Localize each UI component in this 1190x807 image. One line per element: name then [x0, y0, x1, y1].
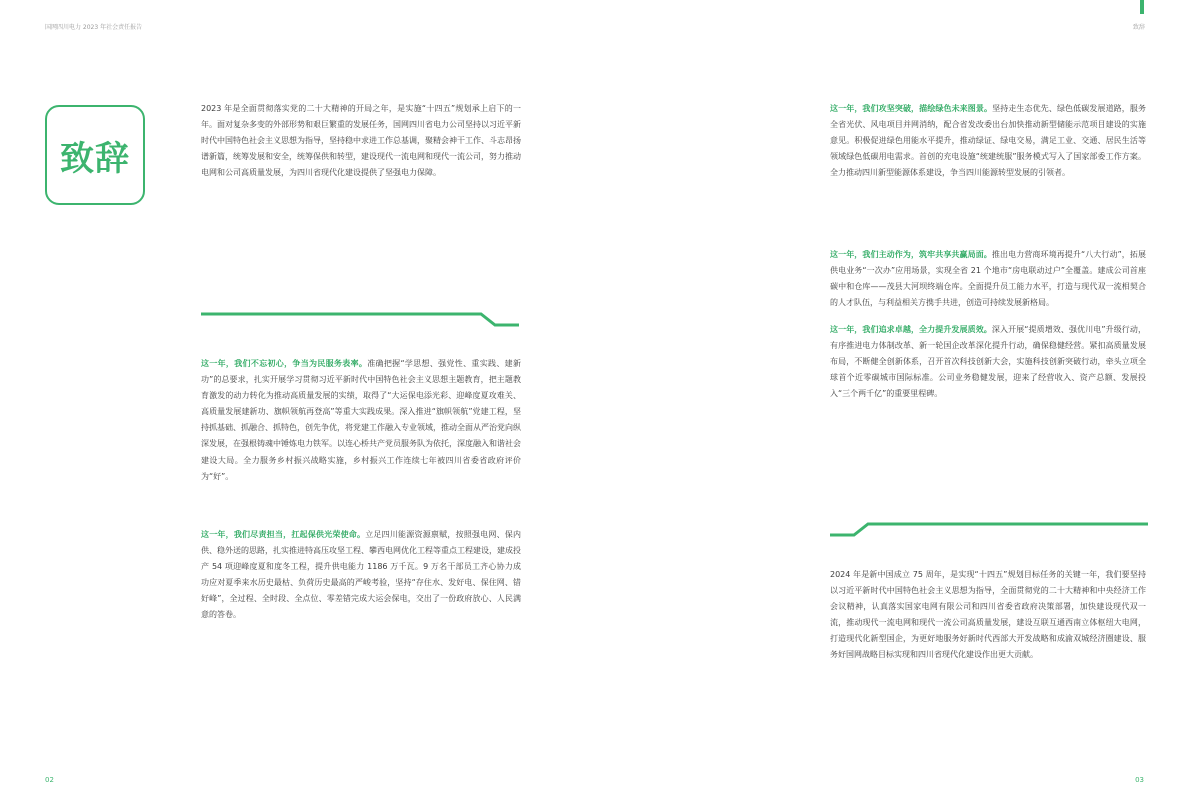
paragraph-lead: 这一年，我们不忘初心，争当为民服务表率。 [201, 359, 368, 368]
paragraph-body: 立足四川能源资源禀赋，按照强电网、保内供、稳外送的思路，扎实推进特高压攻坚工程、攀西电网优化工程等重点工程建设，建成投产 54 项迎峰度夏和度冬工程，提升供电能力 1186 万千瓦。9 万名干部员工齐心协力成功应对夏季来水历史最枯、负荷历史最高的严峻考验，坚持“存住水、发好电、保住网、错好峰”，全过程、全时段、全点位、零差错完成大运会保电，交出了一份政府放心、人民满意的答卷。 [201, 530, 522, 620]
paragraph-lead: 这一年，我们主动作为，筑牢共享共赢局面。 [830, 250, 992, 259]
title-box [45, 105, 145, 205]
closing-paragraph [830, 567, 1146, 664]
page-number-right: 03 [1135, 776, 1144, 784]
paragraph-body: 坚持走生态优先、绿色低碳发展道路，服务全省光伏、风电项目并网消纳，配合省发改委出台加快推动新型储能示范项目建设的实施意见。积极促进绿色用能水平提升，推动绿证、绿电交易，满足工业、交通、居民生活等领域绿色低碳用电需求。首创的充电设施“统建统服”服务模式写入了国家部委工作方案。全力推动四川新型能源体系建设，争当四川能源转型发展的引领者。 [830, 104, 1147, 178]
running-header-left: 国网四川电力 2023 年社会责任报告 [45, 24, 143, 31]
paragraph-body: 深入开展“提质增效、强优川电”升级行动，有序推进电力体制改革、新一轮国企改革深化提升行动，确保稳健经营。紧扣高质量发展布局，不断健全创新体系，召开首次科技创新大会，实施科技创新突破行动，牵头立项全球首个近零碳城市国际标准。公司业务稳健发展，迎来了经营收入、资产总额、发展投入“三个两千亿”的重要里程碑。 [830, 325, 1146, 399]
paragraph-excellence [830, 322, 1146, 402]
paragraph-body: 推出电力营商环境再提升“八大行动”，拓展供电业务“一次办”应用场景，实现全省 21 个地市“房电联动过户”全覆盖。建成公司首座碳中和仓库——茂县大河坝终端仓库。全面提升员工能力水平，打造与现代双一流相契合的人才队伍，与利益相关方携手共进，创造可持续发展新格局。 [830, 250, 1146, 308]
running-header-right: 致辞 [1132, 24, 1145, 31]
paragraph-body: 准确把握“学思想、强党性、重实践、建新功”的总要求，扎实开展学习贯彻习近平新时代中国特色社会主义思想主题教育，把主题教育激发的动力转化为推动高质量发展的实绩，取得了“大运保电添光彩、迎峰度夏攻难关、高质量发展建新功、旗帜领航再登高”等重大实践成果。深入推进“旗帜领航”党建工程，坚持抓基础、抓融合、抓特色，创先争优，将党建工作融入专业领域，推动全面从严治党向纵深发展，在强根铸魂中锤炼电力铁军。以连心桥共产党员服务队为依托，深度融入和谐社会建设大局。全力服务乡村振兴战略实施，乡村振兴工作连续七年被四川省委省政府评价为“好”。 [201, 359, 521, 481]
closing-text: 2024 年是新中国成立 75 周年，是实现“十四五”规划目标任务的关键一年，我们要坚持以习近平新时代中国特色社会主义思想为指导，全面贯彻党的二十大精神和中央经济工作会议精神，认真落实国家电网有限公司和四川省委省政府决策部署，加快建设现代双一流，推动现代一流电网和现代一流公司高质量发展，建设互联互通西南立体枢纽大电网，打造现代化新型国企，为更好地服务好新时代西部大开发战略和成渝双城经济圈建设、服务好国网战略目标实现和四川省现代化建设作出更大贡献。 [830, 570, 1146, 660]
page-title: 致辞 [60, 138, 130, 179]
paragraph-lead: 这一年，我们尽责担当，扛起保供光荣使命。 [201, 530, 366, 539]
intro-text: 2023 年是全面贯彻落实党的二十大精神的开局之年，是实施“十四五”规划承上启下的一年。面对复杂多变的外部形势和艰巨繁重的发展任务，国网四川省电力公司坚持以习近平新时代中国特色社会主义思想为指导，坚持稳中求进工作总基调，聚精会神干工作、斗志昂扬谱新篇，统筹发展和安全，统筹保供和转型，建设现代一流电网和现代一流公司，努力推动电网和公司高质量发展，为四川省现代化建设提供了坚强电力保障。 [201, 104, 521, 178]
section-divider-right [830, 520, 1148, 538]
intro-paragraph [201, 101, 521, 181]
page-number-left: 02 [45, 776, 54, 784]
paragraph-lead: 这一年，我们追求卓越，全力提升发展质效。 [830, 325, 992, 334]
section-divider-left [201, 312, 519, 328]
top-accent-mark [1140, 0, 1144, 14]
paragraph-shared-win [830, 247, 1146, 311]
paragraph-green-future [830, 101, 1146, 181]
paragraph-lead: 这一年，我们攻坚突破，描绘绿色未来图景。 [830, 104, 993, 113]
paragraph-serve-people [201, 356, 521, 485]
paragraph-power-supply [201, 527, 521, 624]
